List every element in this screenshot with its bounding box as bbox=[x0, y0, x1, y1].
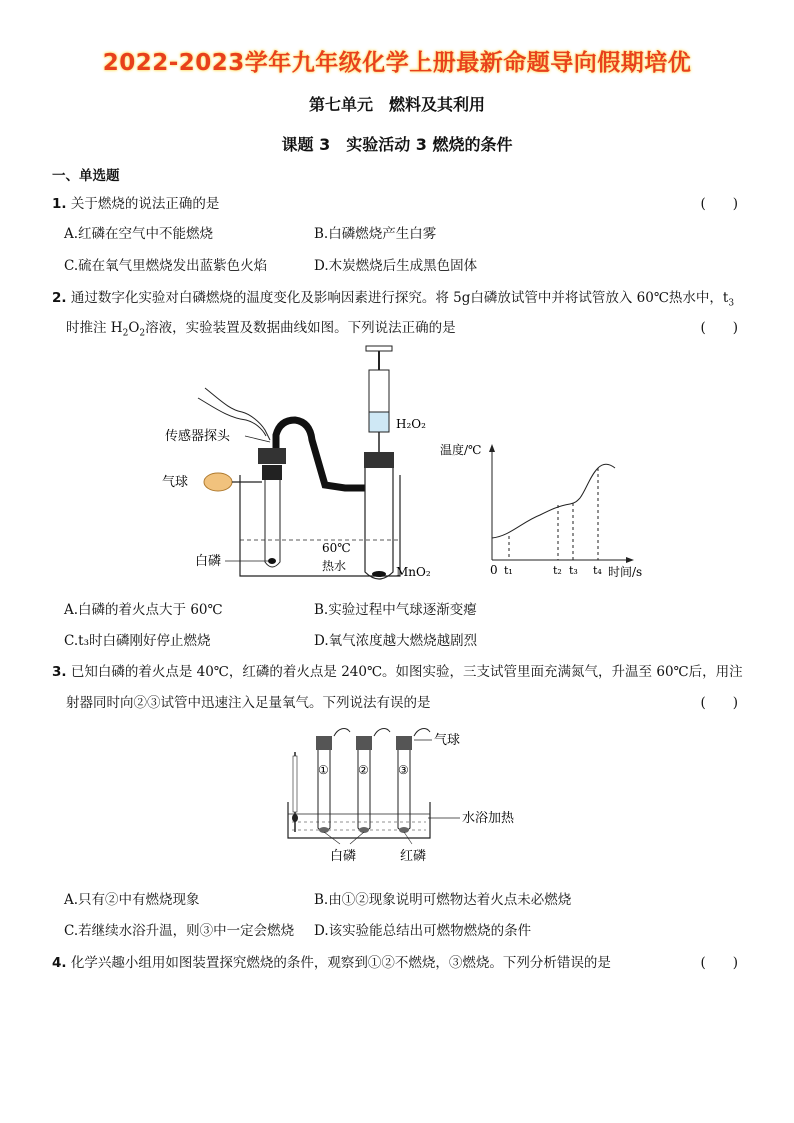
tube-mark-2: ② bbox=[358, 763, 369, 777]
lesson-title: 课题 3 实验活动 3 燃烧的条件 bbox=[281, 135, 513, 154]
q3-option-a: A.只有②中有燃烧现象 bbox=[64, 892, 200, 908]
tick-t4: t₄ bbox=[593, 564, 602, 577]
chart-xlabel: 时间/s bbox=[608, 565, 643, 579]
question-3-stem-line2: 射器同时向②③试管中迅速注入足量氧气。下列说法有误的是 bbox=[66, 695, 431, 711]
white-phosphorus-label: 白磷 bbox=[330, 849, 357, 864]
q2-option-c: C.t₃时白磷刚好停止燃烧 bbox=[64, 633, 211, 649]
answer-blank: ( ) bbox=[700, 955, 738, 971]
q2-apparatus-figure bbox=[150, 340, 650, 590]
water-label: 热水 bbox=[322, 559, 347, 573]
question-text: 已知白磷的着火点是 40℃，红磷的着火点是 240℃。如图实验，三支试管里面充满氮气，升温至 60℃后，用注 bbox=[70, 664, 743, 680]
question-number: 3. bbox=[52, 664, 67, 680]
temperature-chart bbox=[440, 442, 642, 579]
water-temp-label: 60℃ bbox=[322, 541, 351, 555]
water-bath bbox=[288, 802, 430, 838]
q1-option-a: A.红磷在空气中不能燃烧 bbox=[64, 226, 214, 242]
tube-mark-3: ③ bbox=[398, 763, 409, 777]
question-2-stem-line1 bbox=[52, 286, 734, 309]
subscript: 2 bbox=[122, 328, 129, 339]
question-number: 4. bbox=[52, 955, 67, 971]
test-tube-3 bbox=[396, 729, 430, 833]
q3-option-c: C.若继续水浴升温，则③中一定会燃烧 bbox=[64, 923, 295, 939]
rubber-hose bbox=[276, 420, 365, 488]
answer-blank: ( ) bbox=[700, 320, 738, 336]
bath-label: 水浴加热 bbox=[462, 811, 515, 826]
question-2-stem-line2 bbox=[66, 316, 456, 339]
syringe-liquid bbox=[369, 412, 389, 432]
balloon-label: 气球 bbox=[162, 475, 189, 490]
answer-blank: ( ) bbox=[700, 196, 738, 212]
stopper-left-top bbox=[258, 448, 286, 464]
question-number: 2. bbox=[52, 290, 67, 306]
stopper-right bbox=[364, 452, 394, 468]
question-text: O bbox=[128, 320, 140, 336]
q2-option-d: D.氧气浓度越大燃烧越剧烈 bbox=[314, 633, 478, 649]
right-test-tube bbox=[365, 468, 393, 579]
subscript: 2 bbox=[139, 328, 146, 339]
q1-option-d: D.木炭燃烧后生成黑色固体 bbox=[314, 258, 478, 274]
phosphorus-label: 白磷 bbox=[195, 554, 222, 569]
page-banner: 2022-2023学年九年级化学上册最新命题导向假期培优 bbox=[102, 50, 692, 76]
subscript: 3 bbox=[728, 298, 735, 309]
h2o2-label: H₂O₂ bbox=[396, 417, 426, 431]
q1-option-c: C.硫在氧气里燃烧发出蓝紫色火焰 bbox=[64, 258, 268, 274]
q2-option-a: A.白磷的着火点大于 60℃ bbox=[64, 602, 223, 618]
tube-mark-1: ① bbox=[318, 763, 329, 777]
section-heading: 一、单选题 bbox=[52, 168, 120, 184]
q2-option-b: B.实验过程中气球逐渐变瘪 bbox=[314, 602, 477, 618]
question-text: 通过数字化实验对白磷燃烧的温度变化及影响因素进行探究。将 5g白磷放试管中并将试管放入 60℃热水中，t bbox=[70, 290, 729, 306]
answer-blank: ( ) bbox=[700, 695, 738, 711]
temperature-curve bbox=[492, 464, 615, 538]
white-phosphorus-mark bbox=[268, 558, 276, 564]
balloon-icon bbox=[204, 473, 232, 491]
q3-apparatus-figure bbox=[280, 722, 560, 867]
mno2-mark bbox=[372, 571, 386, 577]
question-3-stem-line1 bbox=[52, 660, 743, 680]
question-1-stem bbox=[52, 192, 219, 212]
tick-t3: t₃ bbox=[569, 564, 578, 577]
tick-t1: t₁ bbox=[504, 564, 513, 577]
mno2-label: MnO₂ bbox=[396, 565, 431, 579]
question-number: 1. bbox=[52, 196, 67, 212]
q3-option-b: B.由①②现象说明可燃物达着火点未必燃烧 bbox=[314, 892, 572, 908]
question-text: 化学兴趣小组用如图装置探究燃烧的条件，观察到①②不燃烧，③燃烧。下列分析错误的是 bbox=[70, 955, 611, 971]
q3-option-d: D.该实验能总结出可燃物燃烧的条件 bbox=[314, 923, 532, 939]
question-text: 溶液，实验装置及数据曲线如图。下列说法正确的是 bbox=[145, 320, 456, 336]
syringe-plunger-top bbox=[366, 346, 392, 351]
unit-title: 第七单元 燃料及其利用 bbox=[308, 95, 485, 114]
q1-option-b: B.白磷燃烧产生白雾 bbox=[314, 226, 437, 242]
sensor-label: 传感器探头 bbox=[165, 429, 231, 444]
question-text: 时推注 H bbox=[66, 320, 123, 336]
tick-t2: t₂ bbox=[553, 564, 562, 577]
test-tube-2 bbox=[356, 729, 390, 833]
chart-ylabel: 温度/℃ bbox=[440, 443, 482, 457]
red-phosphorus-label: 红磷 bbox=[400, 849, 427, 864]
chart-origin: 0 bbox=[490, 563, 498, 577]
stopper-left bbox=[262, 465, 282, 480]
question-text: 关于燃烧的说法正确的是 bbox=[70, 196, 220, 212]
question-4-stem bbox=[52, 951, 611, 971]
test-tube-1 bbox=[316, 729, 350, 833]
balloon-label: 气球 bbox=[434, 733, 461, 748]
